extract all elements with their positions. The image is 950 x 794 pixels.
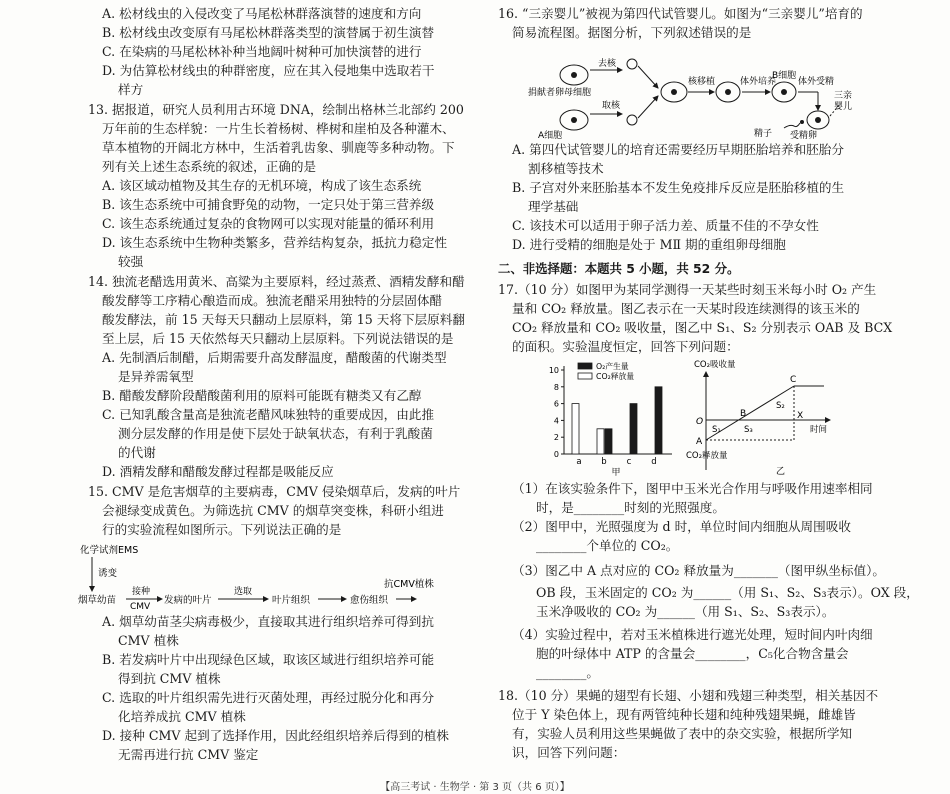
q13-option-d: D. 该生态系统中生物种类繁多，营养结构复杂，抵抗力稳定性 [102,235,448,250]
q18-stem: 识，回答下列问题： [512,745,626,760]
yi-point-c: C [790,375,797,385]
q13-option-c: C. 该生态系统通过复杂的食物网可以实现对能量的循环利用 [102,216,435,231]
q14-stem: 至上层，后 15 天依然每天只翻动上层原料。下列说法错误的是 [102,331,454,346]
q14-option-c: C. 已知乳酸含量高是独流老醋风味独特的重要成因，由此推 [102,407,435,422]
q15-option-c: C. 选取的叶片组织需先进行灭菌处理，再经过脱分化和再分 [102,690,435,705]
jia-y-tick-label: 8 [553,382,559,392]
arrow-merge [638,96,658,118]
jia-bar-o2 [655,387,662,454]
q16-stem: 简易流程图。据图分析，下列叙述错误的是 [512,25,752,40]
label-baby-line1: 三亲 [834,91,853,101]
q14-option-d: D. 酒精发酵和醋酸发酵过程都是吸能反应 [102,464,334,479]
q13-option-b: B. 该生态系统中可捕食野兔的动物，一定只处于第三营养级 [102,197,435,212]
jia-x-tick-label: d [651,457,657,467]
q17-sub-3: （3）图乙中 A 点对应的 CO₂ 释放量为_______（图甲纵坐标值）。 [512,563,885,578]
yi-point-b: B [740,409,747,419]
q12-option-c: C. 在染病的马尾松林补种当地阔叶树种可加快演替的进行 [102,44,422,59]
label-baby-line2: 婴儿 [834,102,853,112]
label-take-nucleus: 取核 [602,101,621,111]
q16-option-a: A. 第四代试管婴儿的培育还需要经历早期胚胎培养和胚胎分 [512,142,844,157]
flow-diseased-leaf: 发病的叶片 [164,595,212,606]
flow-induce: 诱变 [98,568,118,579]
q17-sub-4: （4）实验过程中，若对玉米植株进行遮光处理，短时间内叶肉细 [512,627,873,642]
yi-area-s1: S₁ [712,425,721,435]
jia-legend-swatch [578,363,592,369]
yi-ylabel: CO₂吸收量 [694,360,736,370]
jia-bar-o2 [630,404,637,454]
q15-stem: 15. CMV 是危害烟草的主要病毒，CMV 侵染烟草后，发病的叶片 [88,484,461,499]
yi-xlabel: 时间 [810,425,828,435]
reconstructed-egg-nucleus [671,89,677,95]
jia-y-tick-label: 0 [553,450,559,459]
q17-stem: CO₂ 释放量和 CO₂ 吸收量，图乙中 S₁、S₂ 分别表示 OAB 及 BCX [512,320,893,335]
q17-stem: 的面积。实验温度恒定，回答下列问题： [512,339,739,354]
arrow-merge [638,66,658,88]
label-cell-b: B细胞 [772,71,797,81]
flow-result: 抗CMV植株 [384,579,434,590]
q16-flow-diagram [518,48,858,140]
yi-point-o: O [696,417,704,427]
q13-option-a: A. 该区域动植物及其生存的无机环境，构成了该生态系统 [102,178,422,193]
label-remove-nucleus: 去核 [598,59,617,69]
q12-option-b: B. 松材线虫改变原有马尾松林群落类型的演替属于初生演替 [102,25,435,40]
q17-stem: 17.（10 分）如图甲为某同学测得一天某些时刻玉米每小时 O₂ 产生 [498,282,877,297]
jia-x-tick-label: b [601,457,607,467]
jia-x-tick-label: c [626,457,632,467]
q15-option-a-cont: CMV 植株 [118,633,179,648]
yi-point-a: A [696,437,703,447]
q14-stem: 酸发酵法，前 15 天每天只翻动上层原料，第 15 天将下层原料翻 [102,312,465,327]
chart-jia [542,360,682,476]
q12-option-d: D. 为估算松材线虫的种群密度，应在其入侵地集中选取若干 [102,63,435,78]
jia-legend-label: O₂产生量 [596,362,629,371]
q15-option-b-cont: 得到抗 CMV 植株 [118,671,221,686]
q14-option-c-cont: 的代谢 [118,445,156,460]
q13-stem: 13. 据报道，研究人员利用古环境 DNA，绘制出格林兰北部约 200 [88,102,464,117]
yi-point-x: X [797,411,804,421]
q18-stem: 有，实验人员利用这些果蝇做了表中的杂交实验，根据所学知 [512,726,853,741]
sperm-head [800,120,804,124]
q13-stem: 万年前的生态样貌：一片生长着杨树、桦树和崖柏及各种灌木、 [102,121,455,136]
flow-leaf-tissue: 叶片组织 [272,595,311,606]
removed-nucleus [627,59,637,69]
q15-option-d-cont: 无需再进行抗 CMV 鉴定 [118,747,259,762]
label-fertilized-egg: 受精卵 [790,131,818,140]
q14-stem: 14. 独流老醋选用黄米、高粱为主要原料，经过蒸煮、酒精发酵和醋 [88,274,465,289]
jia-legend-swatch [578,373,592,379]
jia-legend-label: CO₂释放量 [596,372,635,381]
flow-seedling: 烟草幼苗 [78,595,117,606]
q16-option-a-cont: 割移植等技术 [528,161,604,176]
page-footer: 【高三考试 · 生物学 · 第 3 页（共 6 页）】 [380,782,570,793]
q15-stem: 会褪绿变成黄色。为筛选抗 CMV 的烟草突变株，科研小组进 [102,503,444,518]
flow-reagent: 化学试剂EMS [80,545,139,556]
q17-sub-4-cont: 胞的叶绿体中 ATP 的含量会________，C₅化合物含量会 [536,646,849,661]
q16-option-b-cont: 理学基础 [528,199,579,214]
q16-option-b: B. 子宫对外来胚胎基本不发生免疫排斥反应是胚胎移植的生 [512,180,845,195]
label-sperm: 精子 [754,129,773,139]
label-ivf: 体外受精 [798,77,835,87]
q14-option-a: A. 先制酒后制醋，后期需要升高发酵温度，醋酸菌的代谢类型 [102,350,447,365]
label-cell-a: A细胞 [538,131,563,140]
donor-egg-nucleus [571,72,577,78]
q17-sub-3-cont: OB 段，玉米固定的 CO₂ 为______（用 S₁、S₂、S₃表示）。OX 段， [536,585,919,600]
q16-option-d: D. 进行受精的细胞是处于 MⅡ 期的重组卵母细胞 [512,237,786,252]
q12-option-a: A. 松材线虫的入侵改变了马尾松林群落演替的速度和方向 [102,6,422,21]
q15-option-b: B. 若发病叶片中出现绿色区域，取该区域进行组织培养可能 [102,652,435,667]
q14-option-c-cont: 测分层发酵的作用是使下层处于缺氧状态，有利于乳酸菌 [118,426,433,441]
q15-option-d: D. 接种 CMV 起到了选择作用，因此经组织培养后得到的植株 [102,728,449,743]
q12-option-d-cont: 样方 [118,82,144,97]
q15-flow-diagram [78,543,448,613]
chart-yi [684,358,844,478]
jia-x-tick-label: a [576,457,582,467]
q15-stem: 行的实验流程如图所示。下列说法正确的是 [102,522,342,537]
q16-option-c: C. 该技术可以适用于卵子活力差、质量不佳的不孕女性 [512,218,819,233]
jia-y-tick-label: 4 [553,416,559,426]
section-title: 二、非选择题：本题共 5 小题，共 52 分。 [498,261,740,276]
q17-sub-1: （1）在该实验条件下，图甲中玉米光合作用与呼吸作用速率相同 [512,481,873,496]
q15-option-a: A. 烟草幼苗茎尖病毒极少，直接取其进行组织培养可得到抗 [102,614,434,629]
q17-sub-4-cont: ________。 [536,665,599,680]
flow-callus: 愈伤组织 [350,595,389,606]
cultured-egg-nucleus [725,89,731,95]
q14-stem: 酸发酵等工序精心酿造而成。独流老醋采用独特的分层固体醋 [102,293,443,308]
q14-option-a-cont: 是异养需氧型 [118,369,194,384]
q13-stem: 列有关上述生态系统的叙述，正确的是 [102,159,317,174]
jia-y-tick-label: 2 [553,433,559,443]
flow-select: 选取 [234,587,253,597]
q17-sub-2-cont: ________个单位的 CO₂。 [536,538,679,553]
yi-area-s2: S₂ [776,401,785,411]
q13-stem: 草本植物的开阔北方林中，生活着乳齿象、驯鹿等多种动物。下 [102,140,455,155]
q17-sub-3-cont: 玉米净吸收的 CO₂ 为______（用 S₁、S₂、S₃表示）。 [536,604,835,619]
zygote-nucleus [815,117,821,123]
q14-option-b: B. 醋酸发酵阶段醋酸菌利用的原料可能既有糖类又有乙醇 [102,388,422,403]
flow-inoculate: 接种 [132,587,151,597]
cell-b-nucleus [781,89,787,95]
jia-y-tick-label: 10 [548,366,559,375]
jia-y-tick-label: 6 [553,399,559,409]
flow-cmv: CMV [130,602,151,612]
yi-area-s3: S₃ [744,425,753,435]
q18-stem: 位于 Y 染色体上，现有两管纯种长翅和纯种残翅果蝇，雌雄皆 [512,707,856,722]
yi-ylabel-bottom: CO₂释放量 [686,451,728,461]
q17-stem: 量和 CO₂ 释放量。图乙表示在一天某时段连续测得的该玉米的 [512,301,860,316]
jia-xlabel: 甲 [611,468,621,476]
q16-stem: 16. “三亲婴儿”被视为第四代试管婴儿。如图为“三亲婴儿”培育的 [498,6,863,21]
label-nuclear-transfer: 核移植 [688,77,716,87]
q15-option-c-cont: 化培养成抗 CMV 植株 [118,709,246,724]
label-donor-egg: 捐献者卵母细胞 [528,88,592,98]
sperm-icon [784,123,800,128]
cell-a-nucleus [571,117,577,123]
jia-bar-co2 [597,429,604,454]
jia-bar-o2 [605,429,612,454]
q17-sub-2: （2）图甲中，光照强度为 d 时，单位时间内细胞从周围吸收 [512,519,851,534]
label-in-vitro-culture: 体外培养 [740,77,777,87]
yi-caption: 乙 [776,467,786,477]
jia-bar-co2 [572,404,579,454]
q18-stem: 18.（10 分）果蝇的翅型有长翅、小翅和残翅三种类型，相关基因不 [498,688,879,703]
extracted-nucleus [627,115,637,125]
q13-option-d-cont: 较强 [118,254,144,269]
q17-sub-1-cont: 时，是________时刻的光照强度。 [536,500,725,515]
